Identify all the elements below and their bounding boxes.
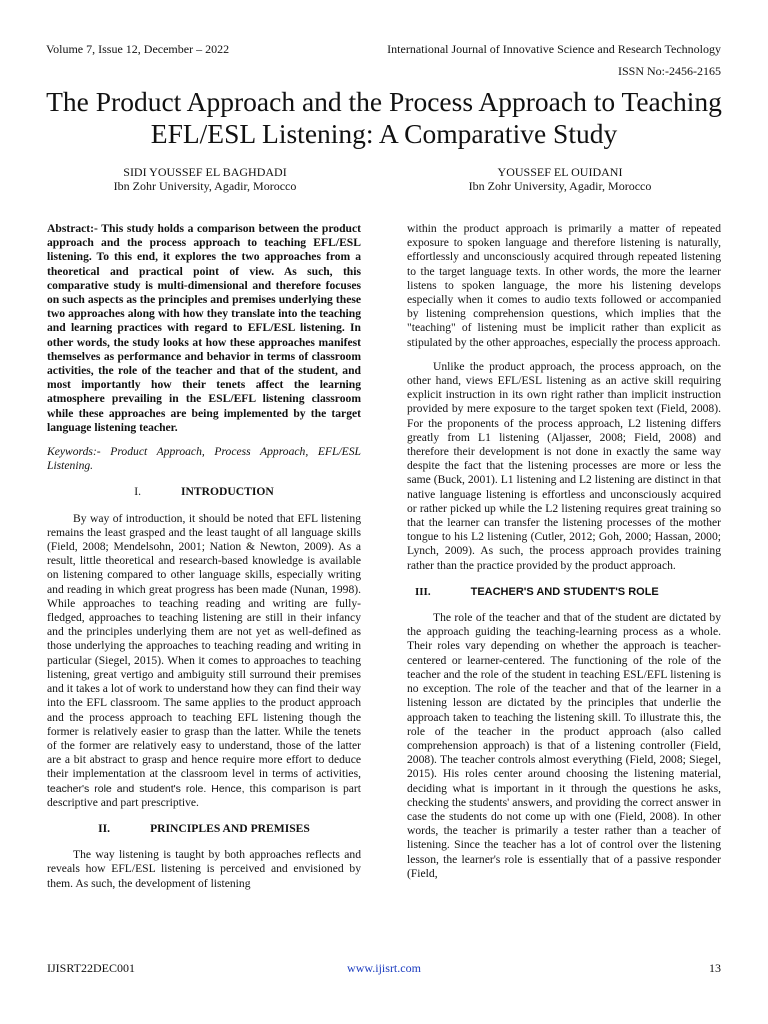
section-number: II. [98,821,111,835]
intro-text-typewriter: teacher's role and student's role. Hence, [47,782,245,795]
intro-text-end: this comparison is part descriptive and part prescriptive. [47,781,361,809]
author-affiliation: Ibn Zohr University, Agadir, Morocco [113,179,297,193]
author-name: YOUSSEF EL OUIDANI [497,165,623,179]
header-journal: International Journal of Innovative Science and Research Technology [387,42,721,56]
section-title: PRINCIPLES AND PREMISES [150,821,310,835]
footer-paper-code: IJISRT22DEC001 [47,961,135,975]
process-approach-paragraph: Unlike the product approach, the process approach, on the other hand, views EFL/ESL listening as an active skill requiring explicit instruction in its own right rather than implicit instruction provided by mere exposure to the target spoken text (Field, 2008). For the proponents of the process approach, L2 listening differs greatly from L1 listening (Aljasser, 2008; Field, 2008) and therefore their development is not done in exactly the same way despite the fact that the listening processes are more or less the same (Buck, 2001). L1 listening and L2 listening are distinct in that native language listening is effortless and unconsciously acquired or rather picked up while the L2 listening requires great training so that the learner can transfer the listening processes of the mother tongue to his L2 listening (Cutler, 2012; Goh, 2000; Hassan, 2000; Lynch, 2009). As such, the process approach provides training rather than the practice provided by the product approach. [407,359,721,572]
keywords: Keywords:- Product Approach, Process Approach, EFL/ESL Listening. [47,445,361,473]
section-title: INTRODUCTION [181,485,274,499]
roles-paragraph: The role of the teacher and that of the student are dictated by the approach guiding the teaching-learning process as a whole. Their roles vary depending on whether the approach is teacher-centered or learner-centered. The functioning of the role of the teacher and the role of the student in teaching ESL/EFL listening is no exception. The role of the teacher and that of the learner in a listening lesson are dictated by the principles that underlie the approach taken to teaching the listening skill. To illustrate this, the role of the teacher in the product approach (also called comprehension approach) is that of a listening controller (Field, 2008). The teacher controls almost everything (Field, 2008; Siegel, 2015). His roles center around choosing the listening material, deciding what is important in it through the questions he asks, checking the students' answers, and providing the correct answer in case the students do not come up with one (Field, 2008). In other words, the teacher is primarily a tester rather than a teacher of listening. Since the teacher has a lot of control over the listening lesson, the learner's role is essentially that of a passive responder (Field, [407,611,721,880]
author-name: SIDI YOUSSEF EL BAGHDADI [123,165,287,179]
author-1 [55,165,355,193]
abstract: Abstract:- This study holds a comparison between the product approach and the process approach to teaching EFL/ESL listening. To this end, it explores the two approaches from a theoretical and practical point of view. As such, this comparative study is multi-dimensional and therefore focuses on such aspects as the principles and premises underlying these two approaches along with how they translate into the teaching and learning practices with regard to EFL/ESL listening. In other words, the study looks at how these approaches manifest themselves as performance and behavior in terms of classroom activities, the role of the teacher and that of the student, and most importantly how their tenets affect the learning atmosphere prevailing in the ESL/EFL listening classroom while these approaches are being implemented by the target language listening teacher. [47,222,361,434]
author-2 [410,165,710,193]
product-approach-paragraph: within the product approach is primarily a matter of repeated exposure to spoken language and therefore listening is naturally, effortlessly and unconsciously acquired through repeated listening to the target language texts. In other words, the more the learner listens to spoken language, the more his listening develops especially when it comes to audio texts followed or accompanied by listening comprehension questions, which implies that the "teaching" of listening must be implicit rather than explicit as stipulated by the other approaches, especially the process approach. [407,222,721,349]
section-heading-introduction [47,485,361,499]
author-affiliation: Ibn Zohr University, Agadir, Morocco [468,179,652,193]
left-column [47,222,361,901]
footer-page-number: 13 [709,961,721,975]
section-number: III. [415,585,431,598]
principles-paragraph: The way listening is taught by both approaches reflects and reveals how EFL/ESL listening is perceived and envisioned by them. As such, the development of listening [47,848,361,890]
header-issn: ISSN No:-2456-2165 [617,64,721,78]
section-title: TEACHER'S AND STUDENT'S ROLE [470,585,659,598]
section-heading-principles [47,822,361,836]
right-column [407,222,721,891]
intro-text: By way of introduction, it should be noted that EFL listening remains the least grasped and the least taught of all language skills (Field, 2008; Mendelsohn, 2001; Nation & Newton, 2009). As a result, little theoretical and research-based knowledge is available on listening compared to other language skills, especially writing and reading in which great progress has been made (Nunan, 1998). While approaches to teaching reading and writing are fully-fledged, approaches to teaching listening are still in their infancy and the principles underlying them are not yet as well-defined as those underlying the approaches to teaching reading and writing in particular (Siegel, 2015). When it comes to approaches to teaching listening, great vertigo and ambiguity still surround their premises and it takes a lot of work to understand how they can find their way into the EFL classroom. The same applies to the product approach and the process approach to teaching EFL listening though the former is relatively easier to grasp than the latter. While the tenets of the former are relatively easy to understand, those of the latter are a bit abstract to grasp and hence require more effort to deduce their implementation at the classroom level in terms of activities, [47,511,361,781]
section-heading-roles [407,585,721,599]
header-volume: Volume 7, Issue 12, December – 2022 [46,42,230,56]
paper-title: The Product Approach and the Process Approach to Teaching EFL/ESL Listening: A Comparative Study [46,86,722,149]
footer-website-link[interactable]: www.ijisrt.com [347,961,421,975]
section-number: I. [134,485,141,499]
introduction-paragraph [47,512,361,810]
